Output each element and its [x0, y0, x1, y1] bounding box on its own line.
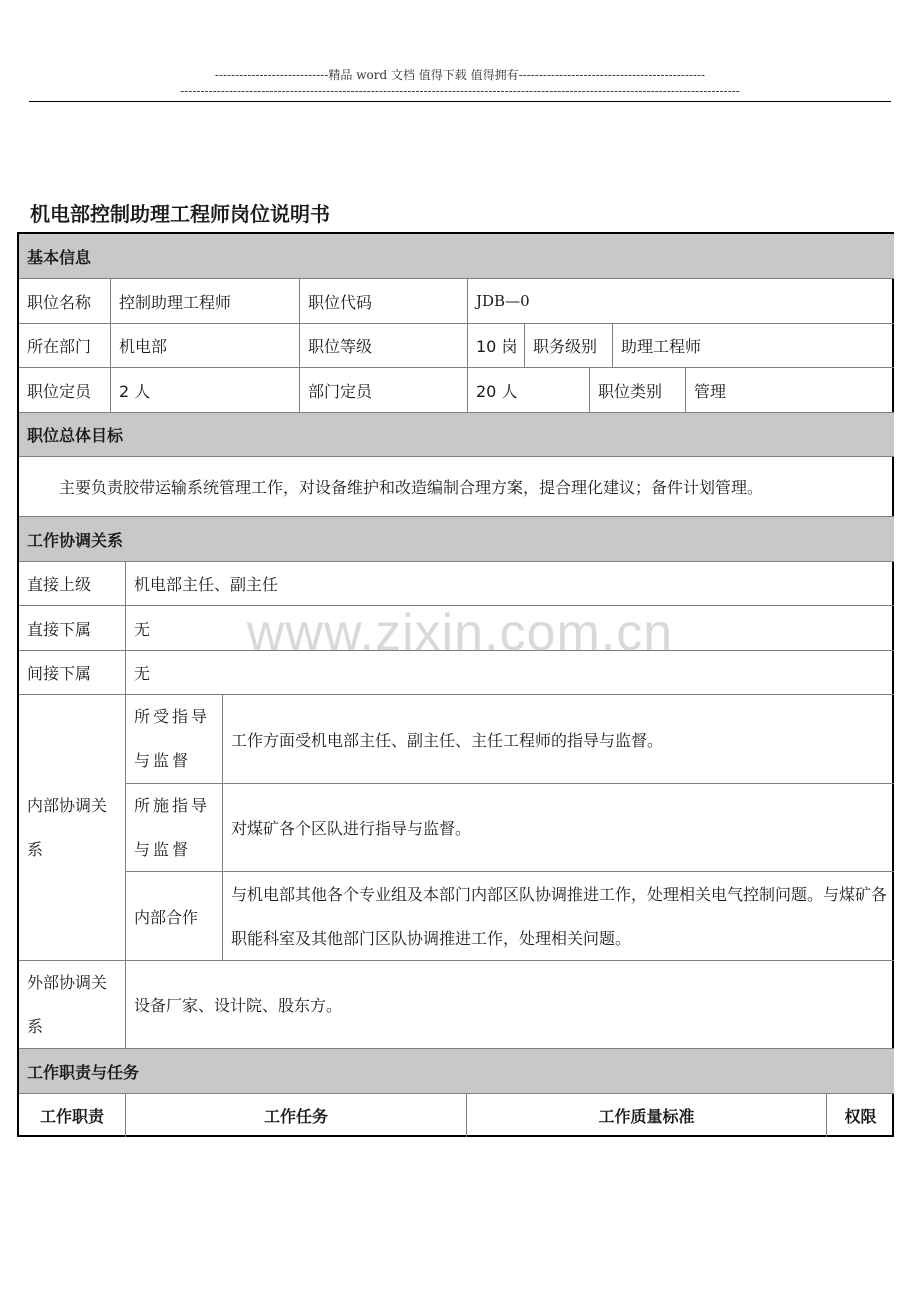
header-rule	[29, 101, 891, 102]
guided-label: 所受指导与监督	[125, 695, 222, 783]
external-coordination-value: 设备厂家、设计院、股东方。	[125, 961, 894, 1048]
table-row	[19, 368, 894, 413]
section-overall-goal: 职位总体目标	[19, 413, 894, 457]
pos-name-value: 控制助理工程师	[110, 279, 299, 323]
col-task: 工作任务	[125, 1094, 466, 1137]
guiding-value: 对煤矿各个区队进行指导与监督。	[222, 784, 894, 871]
table-row	[19, 562, 894, 606]
internal-coop-value: 与机电部其他各个专业组及本部门内部区队协调推进工作，处理相关电气控制问题。与煤矿各职能科室及其他部门区队协调推进工作，处理相关问题。	[222, 872, 894, 961]
section-duties: 工作职责与任务	[19, 1049, 894, 1094]
table-row	[19, 651, 894, 695]
watermark: www.zixin.com.cn	[246, 604, 674, 662]
internal-coordination-label: 内部协调关系	[27, 795, 108, 859]
dept-label: 所在部门	[27, 337, 92, 356]
header-line-bottom: ------------------------------------------------------------------------------------------------------------------------------------------	[180, 84, 740, 98]
goal-text: 主要负责胶带运输系统管理工作，对设备维护和改造编制合理方案，提合理化建议；备件计划管理。	[59, 478, 764, 497]
table-row	[19, 279, 894, 324]
level-label: 职位等级	[299, 324, 467, 367]
section-basic-info: 基本信息	[19, 234, 894, 279]
col-duty: 工作职责	[39, 1107, 104, 1126]
guiding-label: 所施指导与监督	[125, 784, 222, 871]
category-label: 职位类别	[589, 368, 685, 412]
table-row	[19, 324, 894, 368]
staff-value: 2 人	[110, 368, 299, 412]
indirect-label: 间接下属	[27, 664, 92, 683]
superior-label: 直接上级	[27, 575, 92, 594]
dept-staff-value: 20 人	[467, 368, 589, 412]
job-description-table	[17, 232, 894, 1137]
table-row	[19, 457, 894, 517]
pos-code-label: 职位代码	[299, 279, 467, 323]
section-coordination: 工作协调关系	[19, 517, 894, 562]
table-row	[125, 872, 894, 961]
table-row	[125, 784, 894, 872]
staff-label: 职位定员	[27, 381, 92, 401]
table-row	[125, 695, 894, 784]
category-value: 管理	[685, 368, 894, 412]
indirect-value: 无	[125, 651, 894, 694]
table-row	[19, 961, 894, 1049]
pos-code-value: JDB—0	[467, 279, 894, 323]
internal-subrows	[125, 695, 894, 961]
internal-coop-label: 内部合作	[125, 872, 222, 961]
external-coordination-label: 外部协调关系	[27, 972, 108, 1036]
duties-header-row	[19, 1094, 894, 1137]
subordinate-value: 无	[125, 606, 894, 650]
dept-value: 机电部	[110, 324, 299, 367]
rank-value: 助理工程师	[612, 324, 894, 367]
superior-value: 机电部主任、副主任	[125, 562, 894, 605]
subordinate-label: 直接下属	[27, 619, 92, 639]
rank-label: 职务级别	[524, 324, 612, 367]
table-row	[19, 606, 894, 651]
guided-value: 工作方面受机电部主任、副主任、主任工程师的指导与监督。	[222, 695, 894, 783]
internal-coordination-block	[19, 695, 894, 961]
dept-staff-label: 部门定员	[299, 368, 467, 412]
pos-name-label: 职位名称	[27, 292, 92, 312]
level-value: 10 岗	[467, 324, 524, 367]
col-quality-standard: 工作质量标准	[466, 1094, 826, 1137]
col-authority: 权限	[826, 1094, 894, 1137]
document-title: 机电部控制助理工程师岗位说明书	[30, 202, 330, 226]
header-line-top: ----------------------------精品 word 文档 值得下载 值得拥有----------------------------------------------	[214, 68, 706, 82]
